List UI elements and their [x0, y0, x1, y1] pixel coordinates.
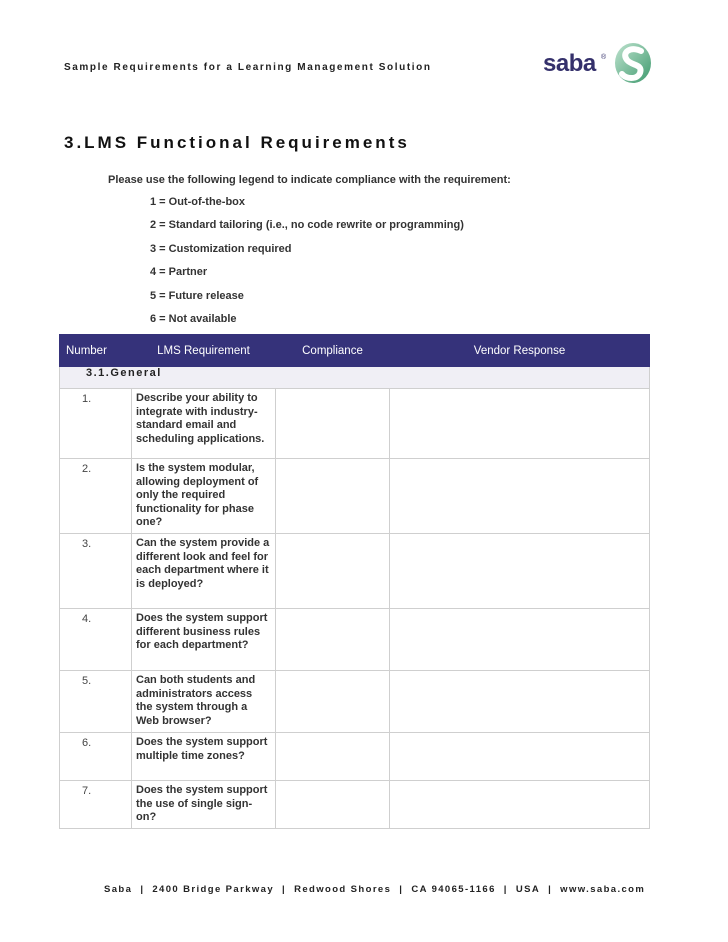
- footer-company: Saba: [104, 884, 133, 895]
- compliance-cell[interactable]: [276, 609, 390, 671]
- row-requirement: Does the system support different business rules for each department?: [132, 609, 276, 671]
- vendor-response-cell[interactable]: [390, 733, 650, 781]
- header-number: Number: [60, 335, 132, 367]
- legend-item: 5 = Future release: [150, 289, 244, 302]
- legend-item: 2 = Standard tailoring (i.e., no code rewrite or programming): [150, 219, 464, 232]
- footer-separator: |: [548, 884, 553, 895]
- table-header-row: [60, 335, 650, 367]
- table-row: [60, 534, 650, 609]
- legend-item: 1 = Out-of-the-box: [150, 196, 246, 208]
- footer-city: Redwood Shores: [294, 884, 392, 895]
- header-compliance: Compliance: [276, 335, 390, 367]
- legend-item: 4 = Partner: [150, 266, 208, 279]
- vendor-response-cell[interactable]: [390, 671, 650, 733]
- vendor-response-cell[interactable]: [390, 389, 650, 459]
- row-requirement: Does the system support the use of single sign-on?: [132, 781, 276, 829]
- row-number: 7.: [60, 781, 132, 829]
- compliance-cell[interactable]: [276, 671, 390, 733]
- table-row: [60, 609, 650, 671]
- header-lms-requirement: LMS Requirement: [132, 335, 276, 367]
- vendor-response-cell[interactable]: [390, 459, 650, 534]
- row-number: 1.: [60, 389, 132, 459]
- logo-wordmark: saba: [543, 50, 596, 77]
- row-requirement: Can both students and administrators access the system through a Web browser?: [132, 671, 276, 733]
- vendor-response-cell[interactable]: [390, 781, 650, 829]
- row-number: 6.: [60, 733, 132, 781]
- row-requirement: Can the system provide a different look and feel for each department where it is deployed?: [132, 534, 276, 609]
- table-row: [60, 671, 650, 733]
- saba-logo: [543, 44, 653, 84]
- vendor-response-cell[interactable]: [390, 609, 650, 671]
- footer-separator: |: [282, 884, 287, 895]
- row-number: 5.: [60, 671, 132, 733]
- row-requirement: Describe your ability to integrate with industry-standard email and scheduling applications.: [132, 389, 276, 459]
- compliance-cell[interactable]: [276, 389, 390, 459]
- registered-mark: ®: [601, 54, 607, 61]
- document-header-title: Sample Requirements for a Learning Management Solution: [64, 62, 432, 73]
- group-row: [60, 367, 650, 389]
- table-row: [60, 781, 650, 829]
- table-row: [60, 389, 650, 459]
- row-requirement: Does the system support multiple time zones?: [132, 733, 276, 781]
- row-number: 4.: [60, 609, 132, 671]
- legend-item: 3 = Customization required: [150, 242, 292, 255]
- legend-intro: Please use the following legend to indicate compliance with the requirement:: [108, 174, 511, 186]
- saba-swirl-icon: [613, 42, 653, 84]
- compliance-cell[interactable]: [276, 781, 390, 829]
- page-footer: [104, 884, 645, 895]
- requirements-table: [59, 334, 650, 829]
- header-vendor-response: Vendor Response: [390, 335, 650, 367]
- footer-street: 2400 Bridge Parkway: [152, 884, 275, 895]
- footer-website-link[interactable]: www.saba.com: [560, 884, 646, 895]
- row-requirement: Is the system modular, allowing deployment of only the required functionality for phase one?: [132, 459, 276, 534]
- legend-item: 6 = Not available: [150, 312, 237, 325]
- table-row: [60, 459, 650, 534]
- table-row: [60, 733, 650, 781]
- row-number: 2.: [60, 459, 132, 534]
- vendor-response-cell[interactable]: [390, 534, 650, 609]
- group-label: 3.1.General: [60, 367, 650, 389]
- compliance-cell[interactable]: [276, 534, 390, 609]
- footer-separator: |: [503, 884, 508, 895]
- footer-country: USA: [515, 884, 541, 895]
- compliance-cell[interactable]: [276, 733, 390, 781]
- footer-separator: |: [399, 884, 404, 895]
- compliance-cell[interactable]: [276, 459, 390, 534]
- legend-list: [150, 196, 464, 336]
- footer-separator: |: [140, 884, 145, 895]
- footer-state-zip: CA 94065-1166: [411, 884, 496, 895]
- row-number: 3.: [60, 534, 132, 609]
- section-title: 3.LMS Functional Requirements: [64, 133, 410, 152]
